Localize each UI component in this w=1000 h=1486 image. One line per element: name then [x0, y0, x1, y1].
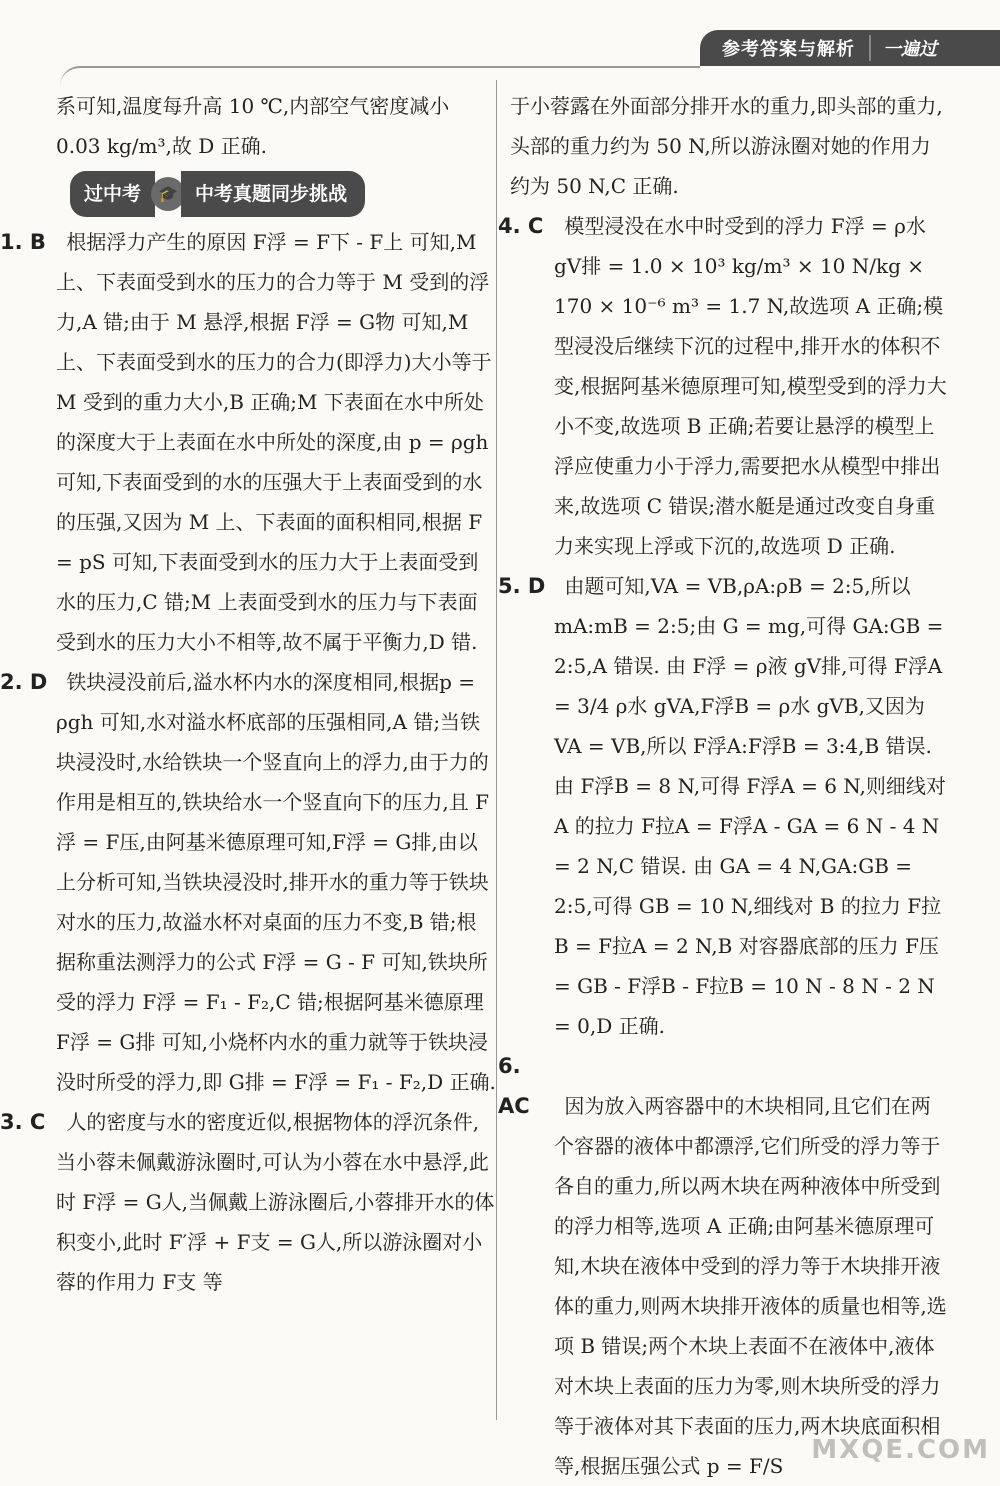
answer-text: 根据浮力产生的原因 F浮 = F下 - F上 可知,M 上、下表面受到水的压力的合力等于 M 受到的浮力,A 错;由于 M 悬浮,根据 F浮 = G物 可知,M 上、下表面受到水的压力的合力(即浮力)大小等于 M 受到的重力大小,B 正确;M 下表面在水中所处的深度大于上表面在水中所处的深度,由 p = ρgh 可知,下表面受到的水的压强大于上表面受到的水的压强,又因为 M 上、下表面的面积相同,根据 F = pS 可知,下表面受到水的压力大于上表面受到水的压力,C 错;M 上表面受到水的压力与下表面受到水的压力大小不相等,故不属于平衡力,D 错.	[56, 230, 492, 654]
continuation-paragraph: 于小蓉露在外面部分排开水的重力,即头部的重力,头部的重力约为 50 N,所以游泳圈对她的作用力约为 50 N,C 正确.	[510, 94, 943, 198]
intro-paragraph: 系可知,温度每升高 10 ℃,内部空气密度减小 0.03 kg/m³,故 D 正确.	[56, 94, 450, 158]
answer-number: 5. D	[498, 574, 546, 598]
answer-1	[0, 222, 496, 662]
answer-text: 铁块浸没前后,溢水杯内水的深度相同,根据p = ρgh 可知,水对溢水杯底部的压强相同,A 错;当铁块浸没时,水给铁块一个竖直向上的浮力,由于力的作用是相互的,铁块给水一个竖直向下的压力,且 F浮 = F压,由阿基米德原理可知,F浮 = G排,由以上分析可知,当铁块浸没时,排开水的重力等于铁块对水的压力,故溢水杯对桌面的压力不变,B 错;根据称重法测浮力的公式 F浮 = G - F 可知,铁块所受的浮力 F浮 = F₁ - F₂,C 错;根据阿基米德原理F浮 = G排 可知,小烧杯内水的重力就等于铁块浸没时所受的浮力,即 G排 = F浮 = F₁ - F₂,D 正确.	[56, 670, 496, 1094]
header-brand: 一遍过	[869, 35, 937, 61]
answer-text: 因为放入两容器中的木块相同,且它们在两个容器的液体中都漂浮,它们所受的浮力等于各自的重力,所以两木块在两种液体中所受到的浮力相等,选项 A 正确;由阿基米德原理可知,木块在液体中受到的浮力等于木块排开液体的重力,则两木块排开液体的质量也相等,选项 B 错误;两个木块上表面不在液体中,液体对木块上表面的压力为零,则木块所受的浮力等于液体对其下表面的压力,两木块底面积相等,根据压强公式 p = F/S	[554, 1094, 947, 1478]
answer-3	[0, 1102, 496, 1302]
header-rule	[60, 66, 700, 88]
answer-6	[498, 1046, 950, 1486]
answer-number: 4. C	[498, 214, 544, 238]
column-divider	[496, 80, 497, 1420]
answer-number: 1. B	[0, 230, 46, 254]
section-banner	[70, 176, 496, 212]
answer-number: 6. AC	[498, 1054, 530, 1118]
answer-text: 模型浸没在水中时受到的浮力 F浮 = ρ水gV排 = 1.0 × 10³ kg/m³ × 10 N/kg × 170 × 10⁻⁶ m³ = 1.7 N,故选项 A 正确;模型浸没后继续下沉的过程中,排开水的体积不变,根据阿基米德原理可知,模型受到的浮力大小不变,故选项 B 正确;若要让悬浮的模型上浮应使重力小于浮力,需要把水从模型中排出来,故选项 C 错误;潜水艇是通过改变自身重力来实现上浮或下沉的,故选项 D 正确.	[554, 214, 947, 558]
answer-2	[0, 662, 496, 1102]
banner-left-label: 过中考	[70, 171, 155, 217]
answer-text: 由题可知,VA = VB,ρA:ρB = 2:5,所以 mA:mB = 2:5;由 G = mg,可得 GA:GB = 2:5,A 错误. 由 F浮 = ρ液 gV排,可得 F浮A = 3/4 ρ水 gVA,F浮B = ρ水 gVB,又因为 VA = VB,所以 F浮A:F浮B = 3:4,B 错误. 由 F浮B = 8 N,可得 F浮A = 6 N,则细线对 A 的拉力 F拉A = F浮A - GA = 6 N - 4 N = 2 N,C 错误. 由 GA = 4 N,GA:GB = 2:5,可得 GB = 10 N,细线对 B 的拉力 F拉B = F拉A = 2 N,B 对容器底部的压力 F压 = GB - F浮B - F拉B = 10 N - 8 N - 2 N = 0,D 正确.	[554, 574, 946, 1038]
answer-number: 2. D	[0, 670, 48, 694]
answer-5	[498, 566, 950, 1046]
header-title: 参考答案与解析	[722, 39, 855, 60]
watermark: MXQE.COM	[811, 1435, 990, 1465]
header-bar	[700, 30, 1000, 66]
answer-4	[498, 206, 950, 566]
answer-text: 人的密度与水的密度近似,根据物体的浮沉条件,当小蓉未佩戴游泳圈时,可认为小蓉在水中悬浮,此时 F浮 = G人,当佩戴上游泳圈后,小蓉排开水的体积变小,此时 F′浮 + F支 = G人,所以游泳圈对小蓉的作用力 F支 等	[56, 1110, 495, 1294]
right-column	[498, 86, 950, 1486]
banner-right-label: 中考真题同步挑战	[181, 171, 365, 217]
graduation-cap-icon: 🎓	[151, 177, 185, 211]
left-column	[0, 86, 496, 1302]
answer-number: 3. C	[0, 1110, 46, 1134]
